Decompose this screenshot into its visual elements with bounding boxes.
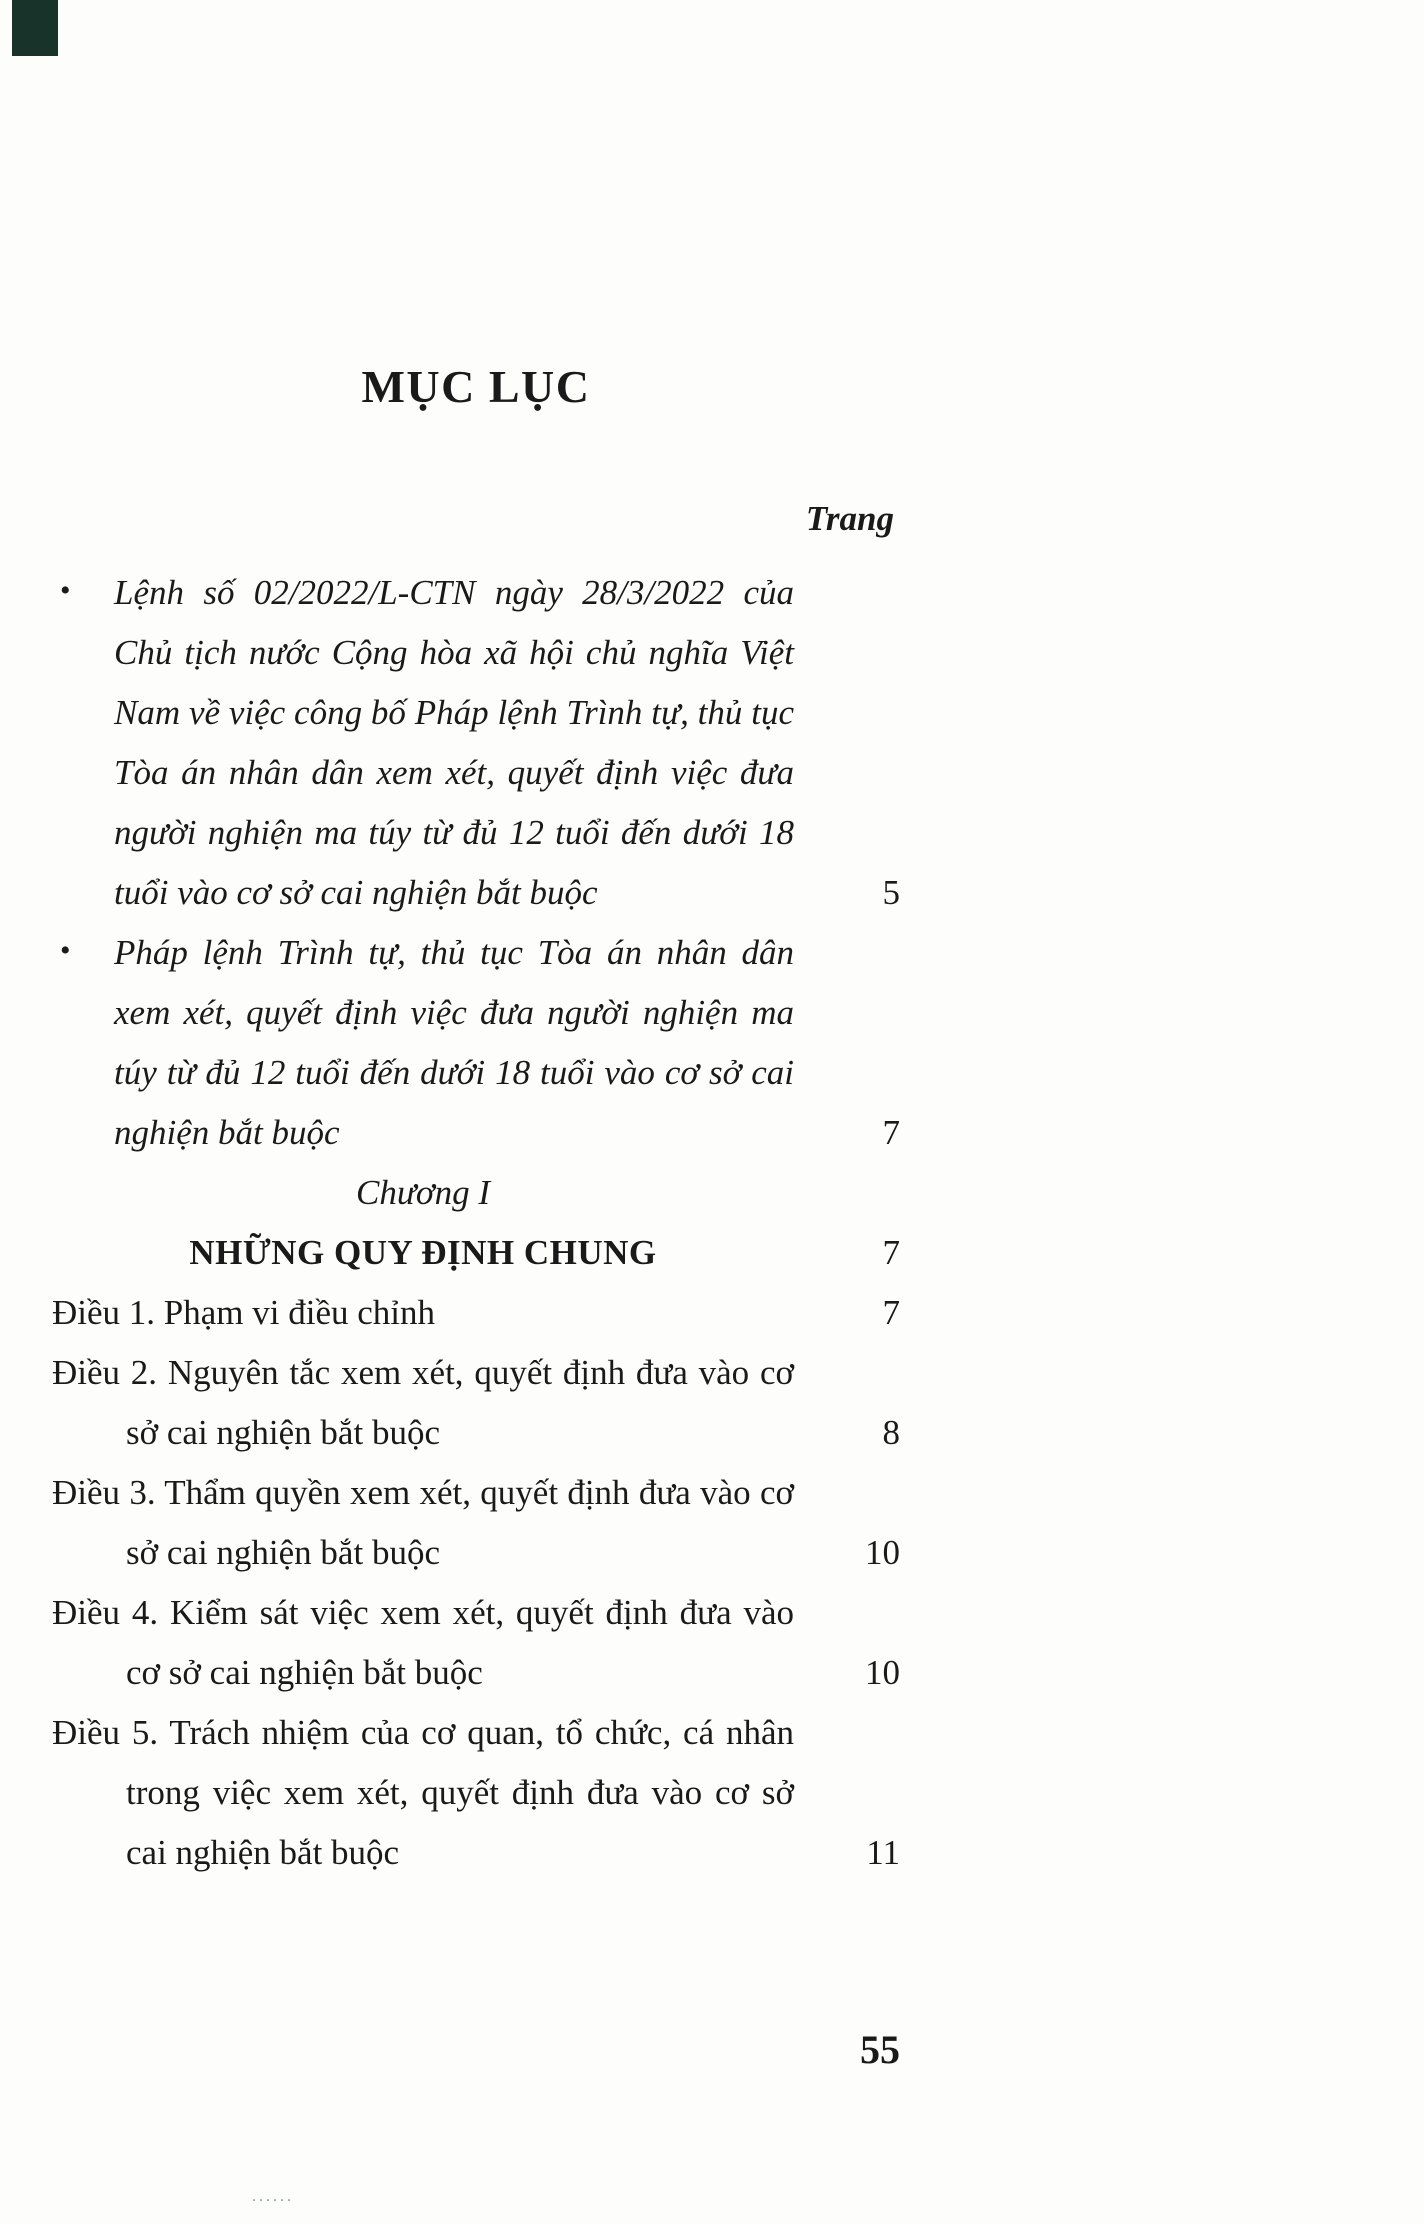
article-page-number: 7 bbox=[882, 1293, 900, 1332]
chapter-row bbox=[52, 1223, 900, 1283]
article-page-number: 10 bbox=[865, 1653, 900, 1692]
toc-article-entry bbox=[52, 1463, 900, 1583]
page-title: MỤC LỤC bbox=[361, 361, 591, 412]
toc-list bbox=[52, 563, 900, 1883]
article-page-number: 8 bbox=[882, 1413, 900, 1452]
toc-article-entry bbox=[52, 1283, 900, 1343]
toc-article-entry bbox=[52, 1343, 900, 1463]
article-text: Điều 3. Thẩm quyền xem xét, quyết định đưa vào cơ sở cai nghiện bắt buộc bbox=[52, 1473, 794, 1572]
toc-entry bbox=[52, 563, 900, 923]
toc-article-entry bbox=[52, 1703, 900, 1883]
footer-dots: ...... bbox=[252, 2188, 294, 2205]
book-page-number: 55 bbox=[860, 2027, 900, 2072]
article-page-number: 11 bbox=[866, 1833, 900, 1872]
article-text: Điều 5. Trách nhiệm của cơ quan, tổ chức, cá nhân trong việc xem xét, quyết định đưa vào cơ sở cai nghiện bắt buộc bbox=[52, 1713, 794, 1872]
scan-artifact bbox=[12, 0, 58, 56]
chapter-page-number: 7 bbox=[882, 1233, 900, 1272]
toc-entry-text-wrap bbox=[52, 563, 794, 923]
bullet-icon: • bbox=[60, 574, 71, 607]
article-text: Điều 1. Phạm vi điều chỉnh bbox=[52, 1293, 436, 1332]
article-page-number: 10 bbox=[865, 1533, 900, 1572]
bullet-icon: • bbox=[60, 934, 71, 967]
toc-entry-text: Pháp lệnh Trình tự, thủ tục Tòa án nhân dân xem xét, quyết định việc đưa người nghiện ma túy từ đủ 12 tuổi đến dưới 18 tuổi vào cơ sở cai nghiện bắt buộc bbox=[114, 933, 794, 1152]
page-number-column-header: Trang bbox=[805, 499, 894, 538]
article-text: Điều 2. Nguyên tắc xem xét, quyết định đưa vào cơ sở cai nghiện bắt buộc bbox=[52, 1353, 794, 1452]
toc-content bbox=[52, 360, 900, 1883]
toc-entry-page-number: 7 bbox=[882, 1113, 900, 1152]
toc-entry-text: Lệnh số 02/2022/L-CTN ngày 28/3/2022 của Chủ tịch nước Cộng hòa xã hội chủ nghĩa Việt Nam về việc công bố Pháp lệnh Trình tự, thủ tục Tòa án nhân dân xem xét, quyết định việc đưa người nghiện ma túy từ đủ 12 tuổi đến dưới 18 tuổi vào cơ sở cai nghiện bắt buộc bbox=[114, 573, 794, 912]
toc-entry-page-number: 5 bbox=[882, 873, 900, 912]
chapter-title: NHỮNG QUY ĐỊNH CHUNG bbox=[189, 1233, 657, 1272]
toc-entry-text-wrap bbox=[52, 923, 794, 1163]
toc-article-entry bbox=[52, 1583, 900, 1703]
article-text: Điều 4. Kiểm sát việc xem xét, quyết định đưa vào cơ sở cai nghiện bắt buộc bbox=[52, 1593, 794, 1692]
chapter-label: Chương I bbox=[355, 1173, 491, 1212]
toc-entry bbox=[52, 923, 900, 1163]
